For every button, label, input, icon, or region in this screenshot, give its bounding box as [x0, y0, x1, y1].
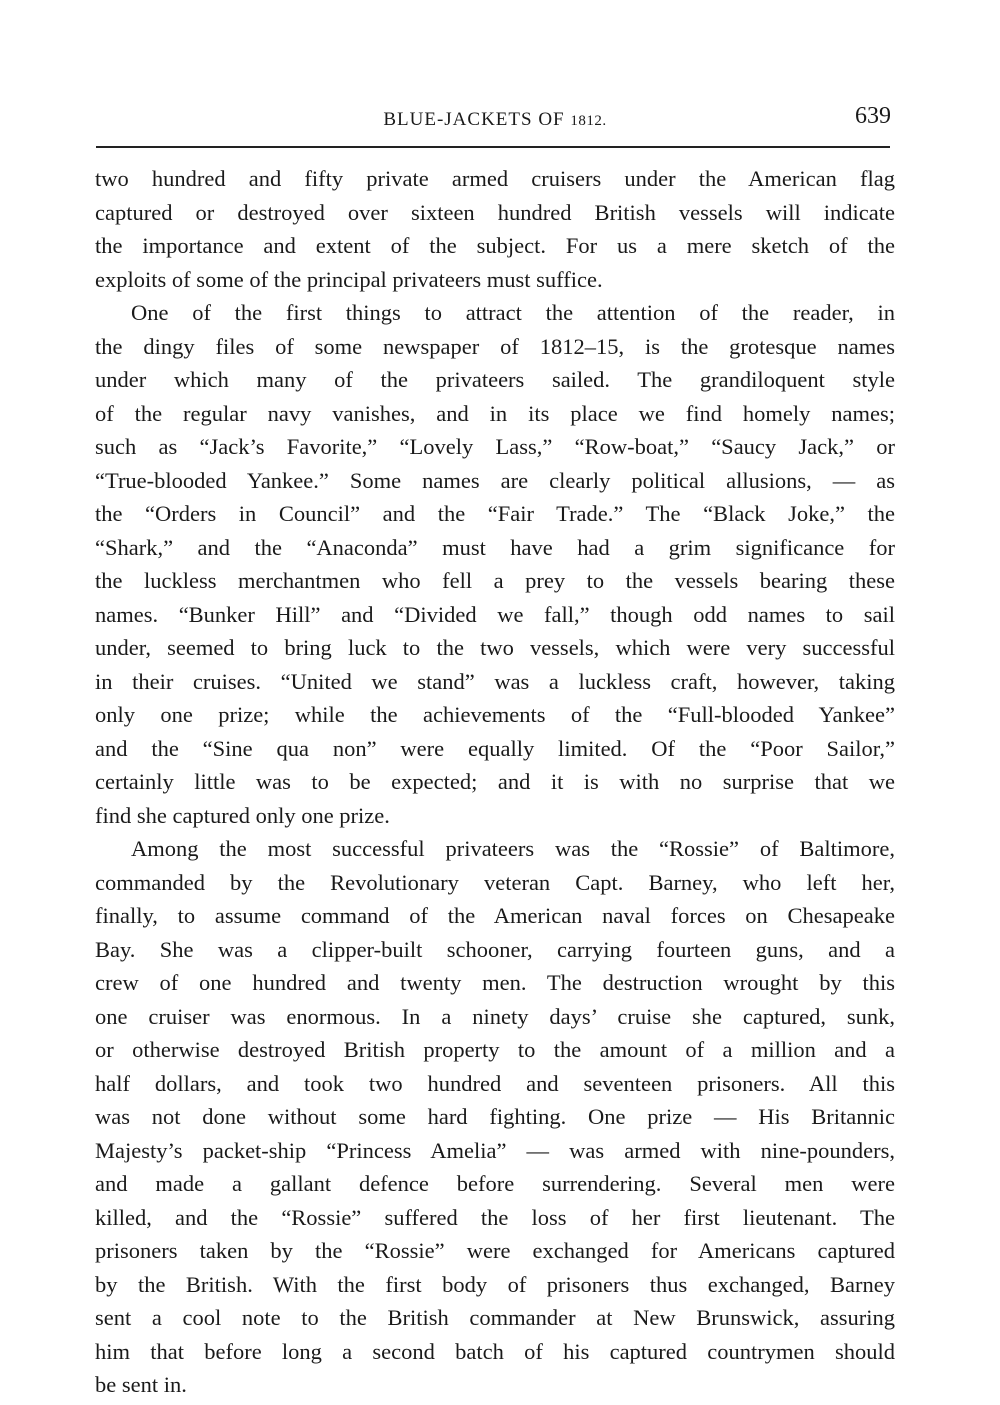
text-line: only one prize; while the achievements of the “Full-blooded Yankee”: [95, 702, 895, 727]
text-line: or otherwise destroyed British property to the amount of a million and a: [95, 1037, 895, 1062]
text-line: Among the most successful privateers was the “Rossie” of Baltimore,: [131, 836, 895, 861]
running-title-year: 1812.: [570, 113, 607, 129]
text-line: one cruiser was enormous. In a ninety days’ cruise she captured, sunk,: [95, 1003, 895, 1029]
page-number: 639: [855, 103, 891, 129]
text-line: under which many of the privateers sailed. The grandiloquent style: [95, 367, 895, 392]
text-line: Majesty’s packet-ship “Princess Amelia” — was armed with nine-pounders,: [95, 1137, 895, 1163]
text-line: finally, to assume command of the American naval forces on Chesapeake: [95, 903, 895, 928]
text-line: in their cruises. “United we stand” was a luckless craft, however, taking: [95, 668, 895, 694]
paragraph: [95, 832, 895, 1402]
text-line: him that before long a second batch of his captured countrymen should: [95, 1338, 895, 1364]
text-line: be sent in.: [95, 1372, 187, 1397]
text-line: such as “Jack’s Favorite,” “Lovely Lass,” “Row-boat,” “Saucy Jack,” or: [95, 434, 895, 459]
text-line: and made a gallant defence before surrendering. Several men were: [95, 1171, 895, 1196]
header-rule: [96, 146, 890, 148]
text-line: of the regular navy vanishes, and in its place we find homely names;: [95, 400, 895, 426]
text-line: captured or destroyed over sixteen hundred British vessels will indicate: [95, 199, 895, 225]
paragraph: [95, 296, 895, 832]
text-line: Bay. She was a clipper-built schooner, carrying fourteen guns, and a: [95, 936, 895, 962]
text-line: the importance and extent of the subject. For us a mere sketch of the: [95, 233, 895, 258]
text-line: and the “Sine qua non” were equally limited. Of the “Poor Sailor,”: [95, 735, 895, 761]
text-line: names. “Bunker Hill” and “Divided we fall,” though odd names to sail: [95, 601, 895, 627]
text-line: prisoners taken by the “Rossie” were exchanged for Americans captured: [95, 1238, 895, 1263]
text-line: certainly little was to be expected; and it is with no surprise that we: [95, 769, 895, 794]
text-line: the dingy files of some newspaper of 1812–15, is the grotesque names: [95, 333, 895, 359]
text-line: the “Orders in Council” and the “Fair Trade.” The “Black Joke,” the: [95, 501, 895, 526]
body-text: [95, 162, 895, 1402]
text-line: was not done without some hard fighting. One prize — His Britannic: [95, 1104, 895, 1129]
running-title-text: BLUE-JACKETS OF: [383, 109, 565, 130]
text-line: under, seemed to bring luck to the two vessels, which were very successful: [95, 635, 895, 660]
text-line: sent a cool note to the British commander at New Brunswick, assuring: [95, 1305, 895, 1330]
text-line: commanded by the Revolutionary veteran Capt. Barney, who left her,: [95, 869, 895, 895]
text-line: half dollars, and took two hundred and seventeen prisoners. All this: [95, 1070, 895, 1096]
paragraph: [95, 162, 895, 296]
text-line: One of the first things to attract the attention of the reader, in: [131, 300, 895, 325]
running-title: [95, 109, 895, 131]
text-line: killed, and the “Rossie” suffered the loss of her first lieutenant. The: [95, 1204, 895, 1230]
text-line: exploits of some of the principal privateers must suffice.: [95, 266, 603, 292]
text-line: “True-blooded Yankee.” Some names are clearly political allusions, — as: [95, 467, 895, 493]
text-line: crew of one hundred and twenty men. The destruction wrought by this: [95, 970, 895, 995]
running-header: [95, 103, 895, 139]
text-line: by the British. With the first body of prisoners thus exchanged, Barney: [95, 1271, 895, 1297]
text-line: “Shark,” and the “Anaconda” must have had a grim significance for: [95, 534, 895, 560]
text-line: two hundred and fifty private armed cruisers under the American flag: [95, 166, 895, 191]
text-line: find she captured only one prize.: [95, 802, 390, 828]
text-line: the luckless merchantmen who fell a prey to the vessels bearing these: [95, 568, 895, 593]
